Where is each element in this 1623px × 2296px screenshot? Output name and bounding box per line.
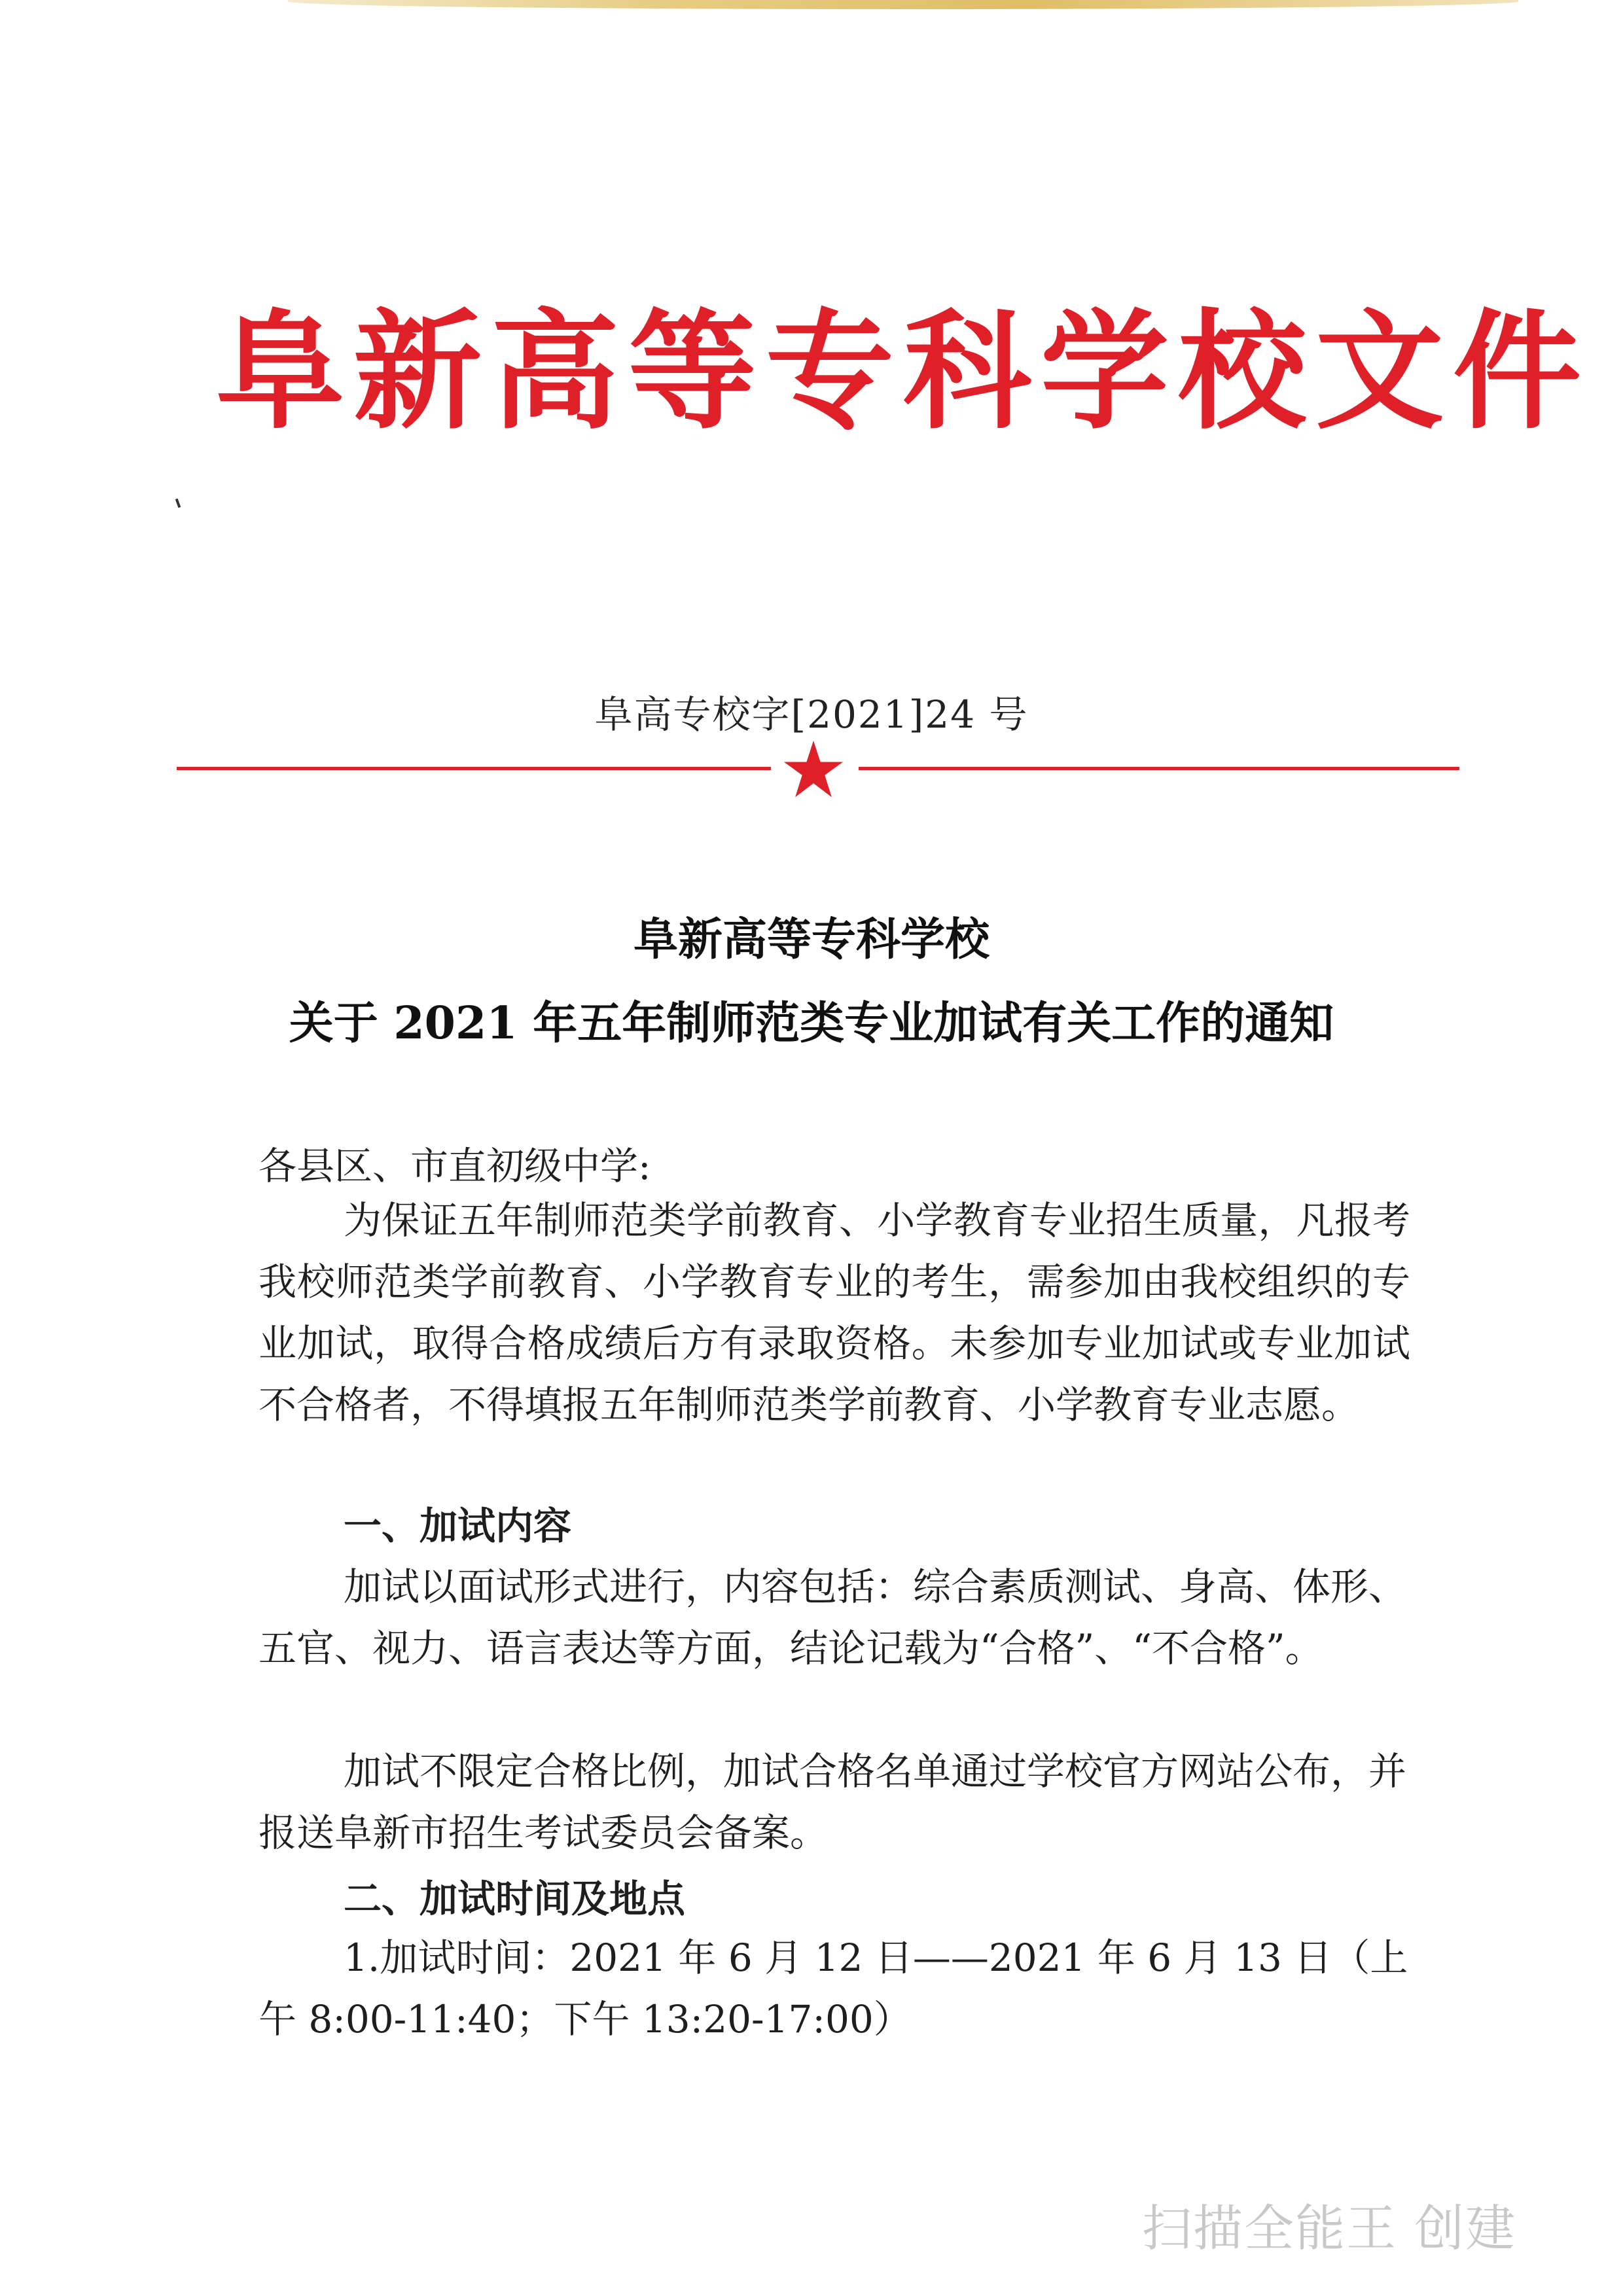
scan-speck: [175, 499, 181, 508]
intro-paragraph: 为保证五年制师范类学前教育、小学教育专业招生质量，凡报考我校师范类学前教育、小学教育专业的考生，需参加由我校组织的专业加试，取得合格成绩后方有录取资格。未参加专业加试或专业加试不合格者，不得填报五年制师范类学前教育、小学教育专业志愿。: [259, 1198, 1410, 1427]
section1-paragraph2: 加试不限定合格比例，加试合格名单通过学校官方网站公布，并报送阜新市招生考试委员会备案。: [259, 1749, 1407, 1855]
red-star-icon: [782, 738, 845, 801]
red-header-title: 阜新高等专科学校文件: [216, 296, 1591, 447]
notice-title-line1: 阜新高等专科学校: [633, 913, 990, 966]
salutation: 各县区、市直初级中学:: [259, 1144, 651, 1188]
section1-paragraph1: 加试以面试形式进行，内容包括：综合素质测试、身高、体形、五官、视力、语言表达等方面，结论记载为“合格”、“不合格”。: [259, 1564, 1407, 1670]
section2-heading: 二、加试时间及地点: [344, 1877, 686, 1921]
scanner-watermark: 扫描全能王 创建: [1142, 2199, 1517, 2257]
red-rule-right: [859, 767, 1459, 770]
section1-heading: 一、加试内容: [344, 1504, 572, 1548]
section2-paragraph1: 1.加试时间：2021 年 6 月 12 日——2021 年 6 月 13 日（上午 8:00-11:40；下午 13:20-17:00）: [259, 1935, 1408, 2041]
scan-top-edge: [288, 0, 1518, 9]
red-rule-left: [177, 767, 771, 770]
document-number: 阜高专校字[2021]24 号: [594, 692, 1029, 737]
notice-title-line2: 关于 2021 年五年制师范类专业加试有关工作的通知: [289, 997, 1334, 1050]
